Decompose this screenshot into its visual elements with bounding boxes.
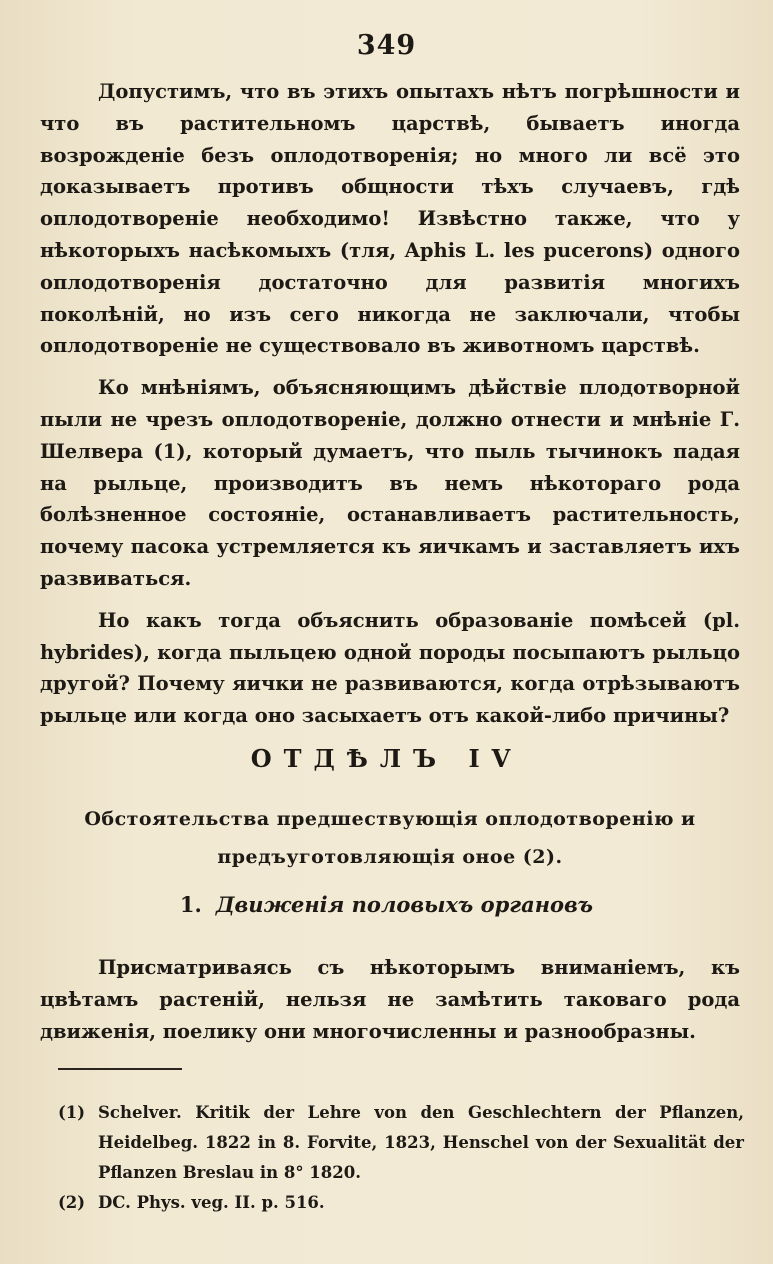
subsection-heading [0,892,773,917]
subsection-title: Движенія половыхъ органовъ [215,892,594,917]
footnote-divider [58,1068,182,1070]
footnotes [58,1098,744,1218]
footnote-text: DC. Phys. veg. II. p. 516. [98,1193,325,1212]
footnote-text: Schelver. Kritik der Lehre von den Geschlechtern der Pflanzen, Heidelbeg. 1822 in 8. Forvite, 1823, Henschel von der Sexualität der Pflanzen Breslau in 8° 1820. [98,1103,744,1182]
subsection-number: 1. [179,892,202,917]
section-subtitle [40,800,740,876]
footnote-mark: (1) [58,1103,86,1122]
footnote-mark: (2) [58,1193,86,1212]
section-subtitle-line: Обстоятельства предшествующія оплодотворенію и [84,808,696,830]
section-heading: ОТДѢЛЪ IV [250,744,523,773]
paragraph: Допустимъ, что въ этихъ опытахъ нѣтъ погрѣшности и что въ растительномъ царствѣ, бываетъ иногда возрожденіе безъ оплодотворенія; но много ли всё это доказываетъ противъ общности тѣхъ случаевъ, гдѣ оплодотвореніе необходимо! Извѣстно также, что у нѣкоторыхъ насѣкомыхъ (тля, Aphis L. les pucerons) одного оплодотворенія достаточно для развитія многихъ поколѣній, но изъ сего никогда не заключали, чтобы оплодотвореніе не существовало въ животномъ царствѣ. [40,80,740,358]
footnote [58,1188,744,1218]
footnote [58,1098,744,1188]
paragraph: Но какъ тогда объяснить образованіе помѣсей (pl. hybrides), когда пыльцею одной породы посыпаютъ рыльцо другой? Почему яички не развиваются, когда отрѣзываютъ рыльце или когда оно засыхаетъ отъ какой-либо причины? [40,608,740,728]
main-text-bottom [40,952,740,1057]
main-text-top [40,76,740,742]
paragraph: Ко мнѣніямъ, объясняющимъ дѣйствіе плодотворной пыли не чрезъ оплодотвореніе, должно отнести и мнѣніе Г. Шелвера (1), который думаетъ, что пыль тычинокъ падая на рыльце, производитъ въ немъ нѣкотораго рода болѣзненное состояніе, останавливаетъ растительность, почему пасока устремляется къ яичкамъ и заставляетъ ихъ развиваться. [40,376,740,590]
section-subtitle-line: предъуготовляющія оное (2). [217,846,563,868]
page-number: 349 [356,30,417,61]
paragraph: Присматриваясь съ нѣкоторымъ вниманіемъ, къ цвѣтамъ растеній, нельзя не замѣтить таковаго рода движенія, поелику они многочисленны и разнообразны. [40,956,740,1043]
